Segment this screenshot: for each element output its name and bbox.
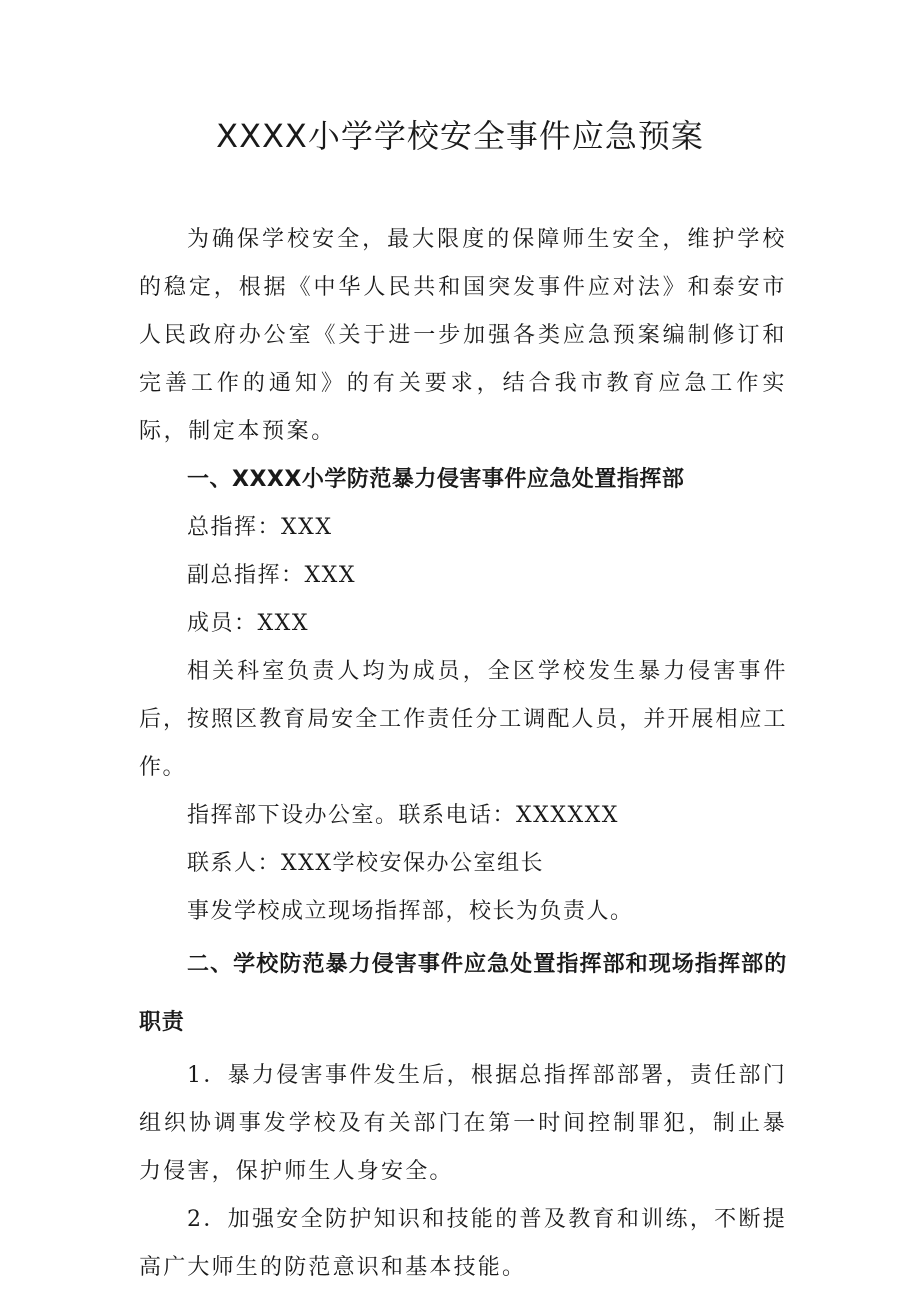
members-line: 成员：XXX: [187, 611, 309, 636]
members-paragraph: 相关科室负责人均为成员，全区学校发生暴力侵害事件后，按照区教育局安全工作责任分工调配人员，并开展相应工作。: [139, 659, 787, 780]
duty-item-1: 1．暴力侵害事件发生后，根据总指挥部部署，责任部门组织协调事发学校及有关部门在第一时间控制罪犯，制止暴力侵害，保护师生人身安全。: [139, 1063, 787, 1184]
section-heading-2: 二、学校防范暴力侵害事件应急处置指挥部和现场指挥部的职责: [139, 952, 787, 1035]
office-phone-line: 指挥部下设办公室。联系电话：XXXXXX: [187, 803, 619, 828]
contact-person-line: 联系人：XXX学校安保办公室组长: [187, 851, 544, 876]
onsite-command-line: 事发学校成立现场指挥部，校长为负责人。: [187, 899, 634, 924]
intro-paragraph: 为确保学校安全，最大限度的保障师生安全，维护学校的稳定，根据《中华人民共和国突发事件应对法》和泰安市人民政府办公室《关于进一步加强各类应急预案编制修订和完善工作的通知》的有关要求，结合我市教育应急工作实际，制定本预案。: [139, 227, 787, 444]
document-title: XXXX小学学校安全事件应急预案: [216, 117, 704, 155]
duty-item-2: 2．加强安全防护知识和技能的普及教育和训练，不断提高广大师生的防范意识和基本技能。: [139, 1207, 787, 1280]
deputy-commander-line: 副总指挥：XXX: [187, 563, 356, 588]
section-heading-1: 一、XXXX小学防范暴力侵害事件应急处置指挥部: [187, 467, 685, 492]
commander-line: 总指挥：XXX: [187, 515, 333, 540]
document-body: [139, 216, 787, 1292]
